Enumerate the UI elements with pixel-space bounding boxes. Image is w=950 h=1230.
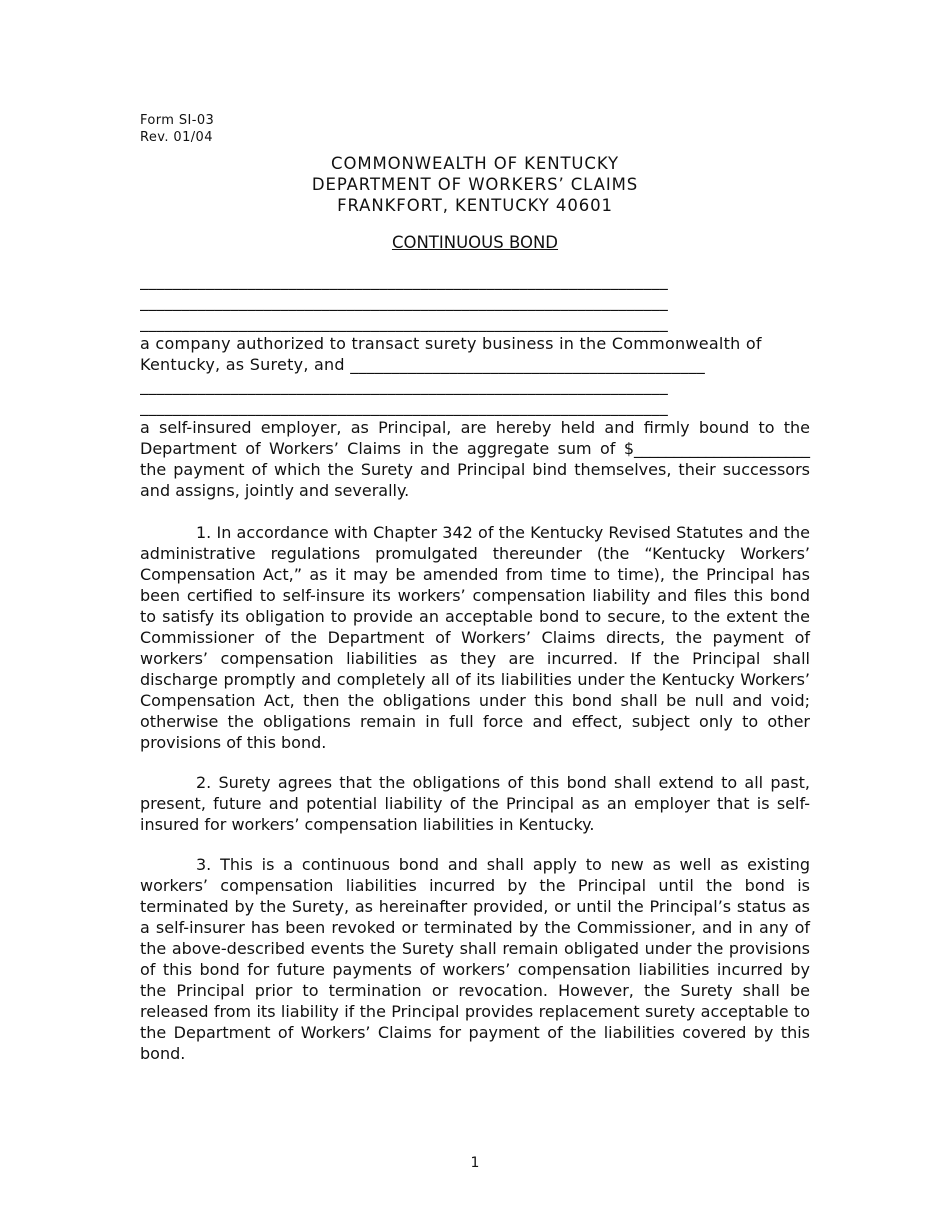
paragraph-2: 2. Surety agrees that the obligations of this bond shall extend to all past, present, future and potential liability of the Principal as an employer that is self-insured for workers’ compensation liabilities in Kentucky. [140, 773, 810, 834]
principal-name-blank: ________________________________________________________________ [140, 376, 668, 395]
surety-role-text: Kentucky, as Surety, and [140, 355, 345, 374]
principal-name-blank: ___________________________________________ [350, 355, 705, 374]
document-title [140, 232, 810, 253]
surety-description-line-2 [140, 354, 810, 375]
surety-description-line: a company authorized to transact surety business in the Commonwealth of [140, 334, 762, 353]
paragraph-1: 1. In accordance with Chapter 342 of the Kentucky Revised Statutes and the administrative regulations promulgated thereunder (the “Kentucky Workers’ Compensation Act,” as it may be amended from time to time), the Principal has been certified to self-insure its workers’ compensation liability and files this bond to satisfy its obligation to provide an acceptable bond to secure, to the extent the Commissioner of the Department of Workers’ Claims directs, the payment of workers’ compensation liabilities as they are incurred. If the Principal shall discharge promptly and completely all of its liabilities under the Kentucky Workers’ Compensation Act, then the obligations under this bond shall be null and void; otherwise the obligations remain in full force and effect, subject only to other provisions of this bond. [140, 523, 810, 752]
principal-binding-clause [140, 417, 810, 501]
principal-clause-text-end: the payment of which the Surety and Principal bind themselves, their successors and assigns, jointly and severally. [140, 460, 810, 500]
bond-amount-blank: ______________________ [634, 439, 810, 458]
page-number: 1 [470, 1155, 480, 1171]
form-number: Form SI-03 [140, 113, 215, 128]
document-title-text: CONTINUOUS BOND [391, 233, 559, 252]
agency-line-address: FRANKFORT, KENTUCKY 40601 [337, 196, 613, 215]
surety-name-blank: ________________________________________________________________ [140, 292, 668, 311]
surety-name-block [140, 270, 810, 417]
form-revision: Rev. 01/04 [140, 130, 213, 145]
surety-name-blank: ________________________________________________________________ [140, 271, 668, 290]
principal-clause-text: a self-insured employer, as Principal, are hereby held and firmly bound to the Department of Workers’ Claims in the aggregate sum of $ [140, 418, 810, 458]
agency-line-commonwealth: COMMONWEALTH OF KENTUCKY [331, 154, 619, 173]
agency-line-department: DEPARTMENT OF WORKERS’ CLAIMS [311, 175, 639, 194]
paragraph-3: 3. This is a continuous bond and shall apply to new as well as existing workers’ compensation liabilities incurred by the Principal until the bond is terminated by the Surety, as hereinafter provided, or until the Principal’s status as a self-insurer has been revoked or terminated by the Commissioner, and in any of the above-described events the Surety shall remain obligated under the provisions of this bond for future payments of workers’ compensation liabilities incurred by the Principal prior to termination or revocation. However, the Surety shall be released from its liability if the Principal provides replacement surety acceptable to the Department of Workers’ Claims for payment of the liabilities covered by this bond. [140, 855, 810, 1063]
document-page [140, 112, 810, 1064]
principal-name-blank: ________________________________________________________________ [140, 397, 668, 416]
agency-header [140, 153, 810, 216]
surety-name-blank: ________________________________________________________________ [140, 313, 668, 332]
